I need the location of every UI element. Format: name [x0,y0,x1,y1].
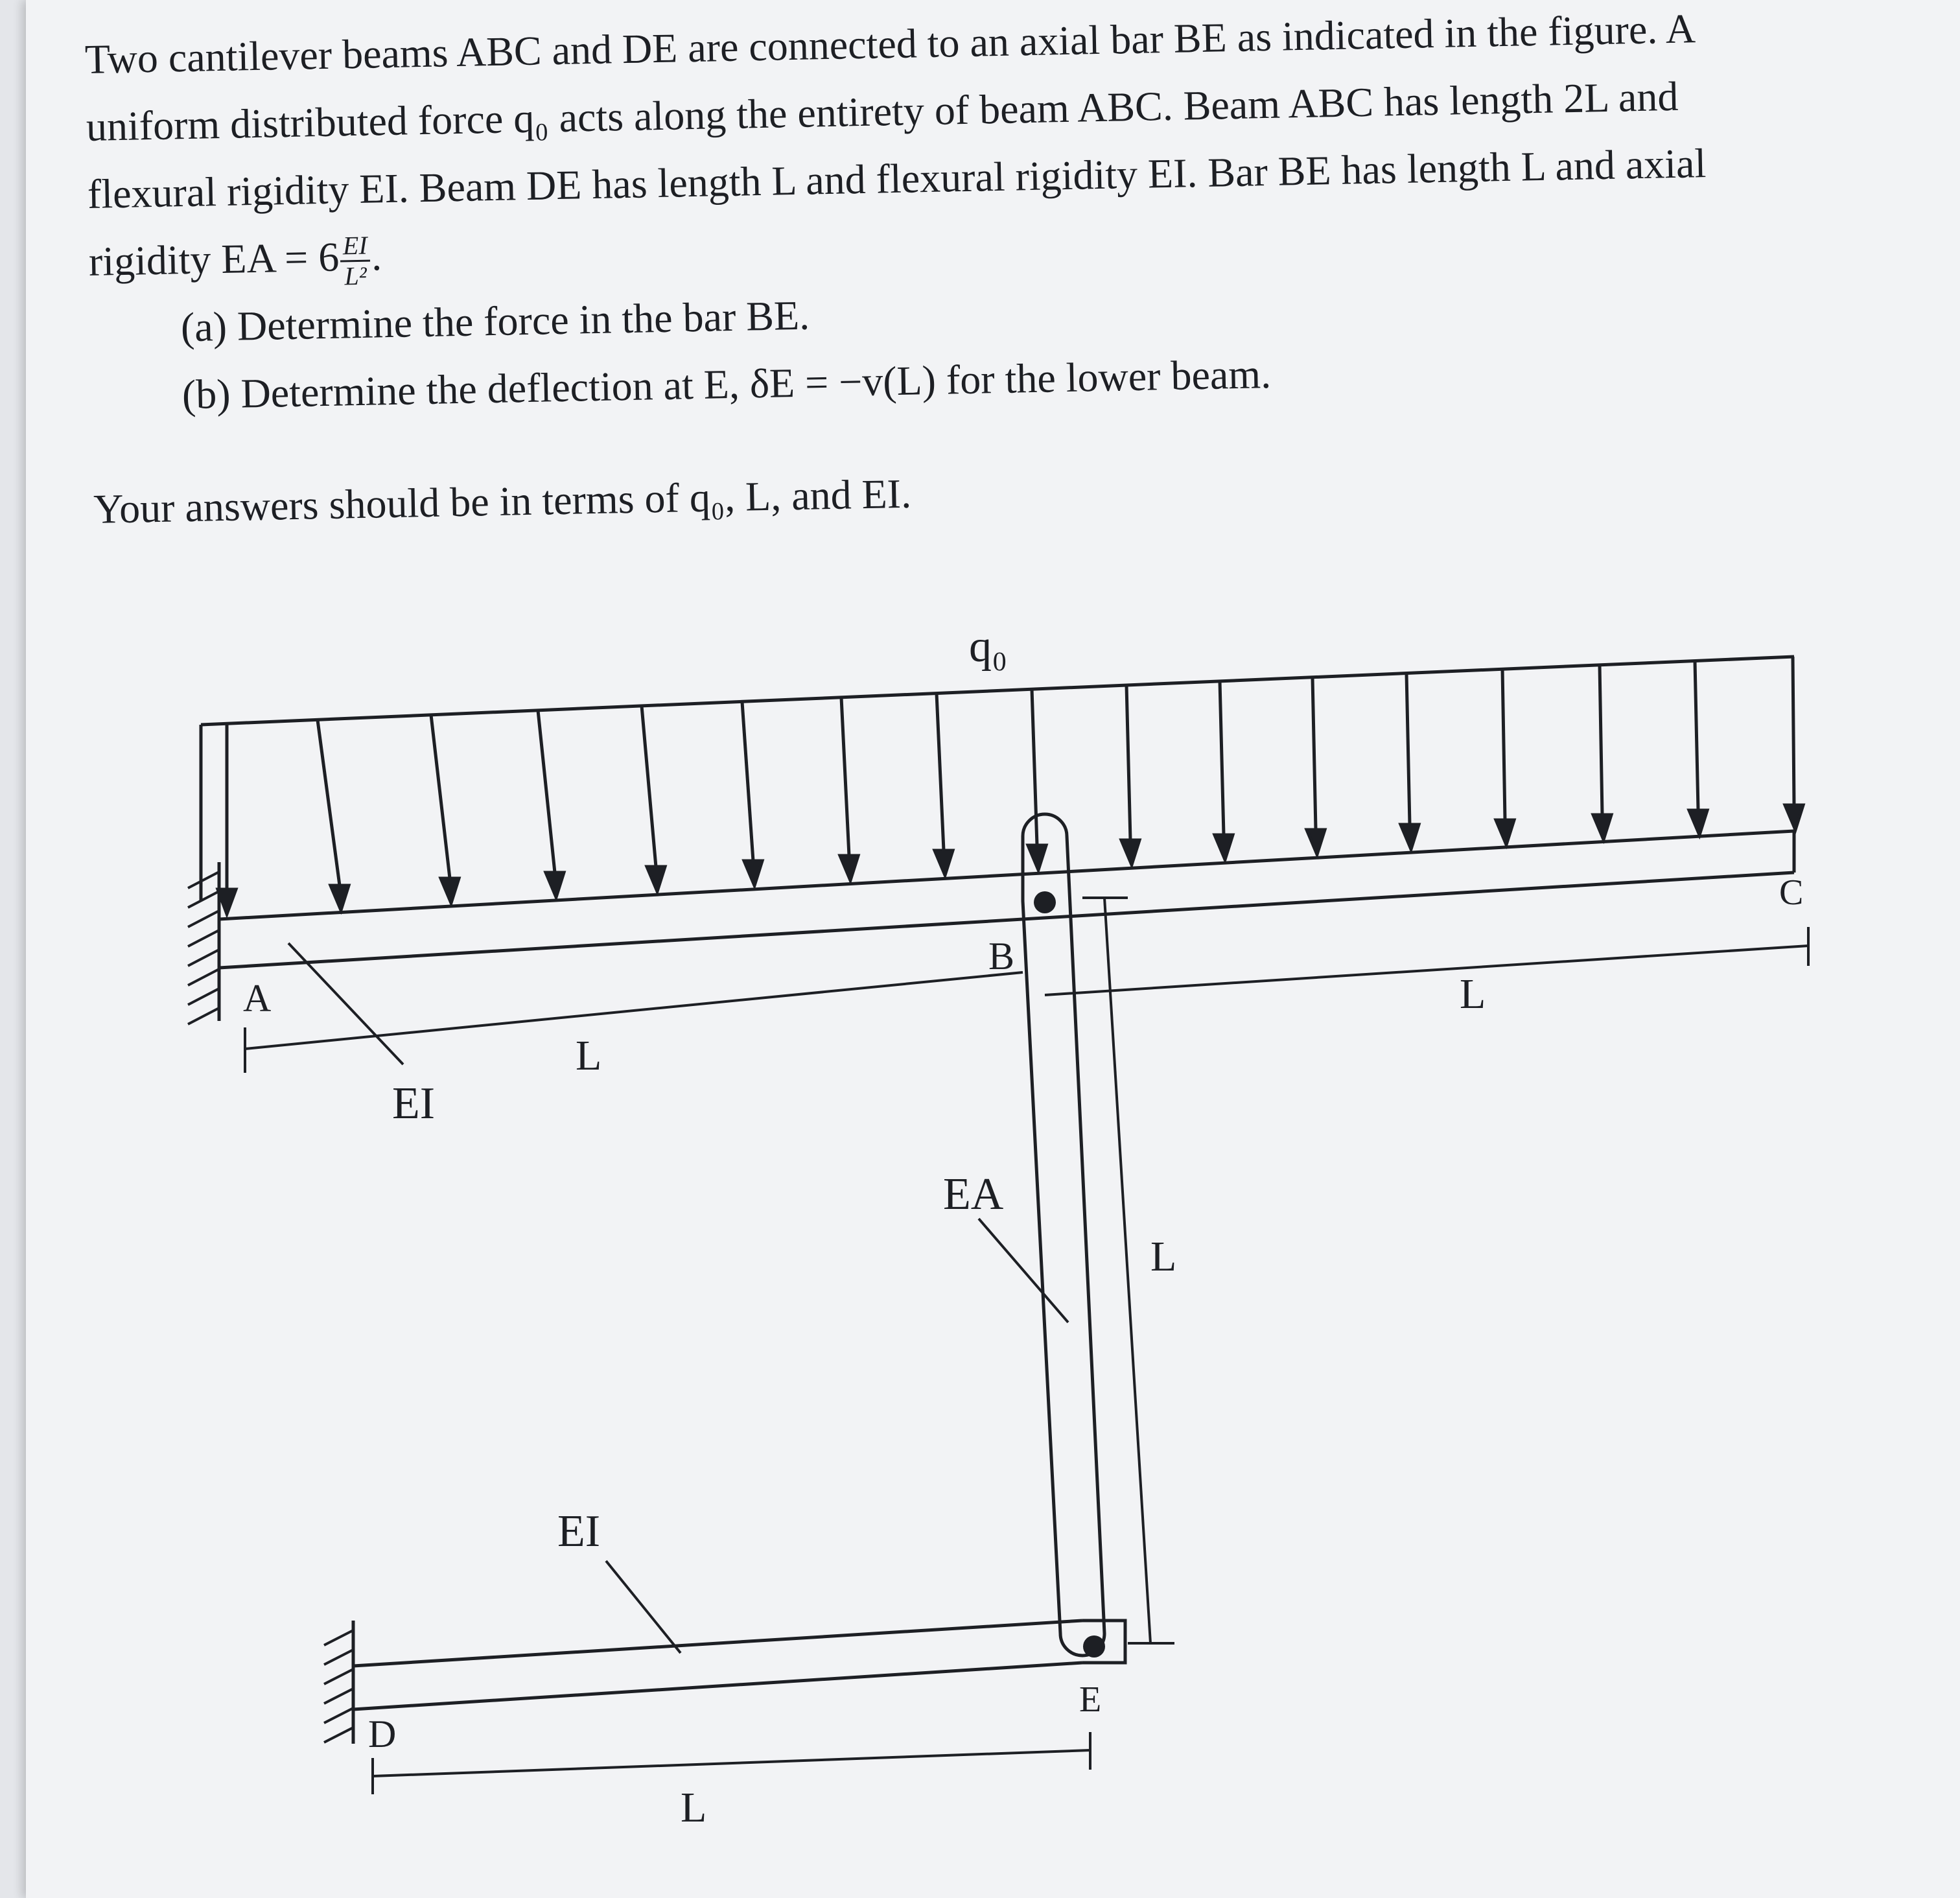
label-d: D [368,1713,397,1755]
intro-end: . [371,233,382,279]
dim-line-be [1104,898,1150,1643]
load-label: q₀ [969,622,1008,672]
label-c: C [1779,873,1804,913]
label-e: E [1079,1680,1102,1720]
answer-note: Your answers should be in terms of q₀, L, and EI. [93,470,912,532]
label-b: B [988,935,1015,978]
pin-b [1034,891,1056,913]
upper-beam-rigidity-label: EI [392,1079,436,1129]
lower-beam-bottom [353,1663,1082,1709]
wall-d-hatch [324,1630,353,1742]
dim-de-label: L [681,1784,707,1831]
part-b: (b) Determine the deflection at E, δE = −v(L) for the lower beam. [181,350,1272,418]
leader-ea [979,1219,1068,1322]
dim-bc-label: L [1460,970,1486,1018]
intro-text: Two cantilever beams ABC and DE are connected to an axial bar BE as indicated in the figure. A uniform distributed force q₀ acts along the entirety of beam ABC. Beam ABC has length 2L and flexural rigidity EI. Beam DE has length L and flexural rigidity EI. Bar BE has length L and axial rigidity EA = 6 [84,5,1707,285]
dim-ab-label: L [576,1032,602,1079]
pin-e [1083,1635,1105,1658]
dim-line-bc [1045,946,1808,995]
upper-beam-top [219,831,1794,919]
dim-be-label: L [1150,1233,1177,1280]
leader-lower-ei [606,1561,681,1653]
fraction-numerator: EI [340,231,370,262]
dim-line-ab [245,972,1023,1049]
label-a: A [243,977,272,1020]
axial-bar-be [1023,814,1104,1656]
wall-a-hatch [188,872,219,1024]
bar-rigidity-label: EA [943,1169,1004,1219]
part-a: (a) Determine the force in the bar BE. [180,292,810,351]
lower-beam-rigidity-label: EI [557,1506,601,1556]
fraction-denominator: L² [344,261,368,291]
dim-line-de [373,1750,1090,1776]
lower-beam-top [353,1621,1082,1666]
